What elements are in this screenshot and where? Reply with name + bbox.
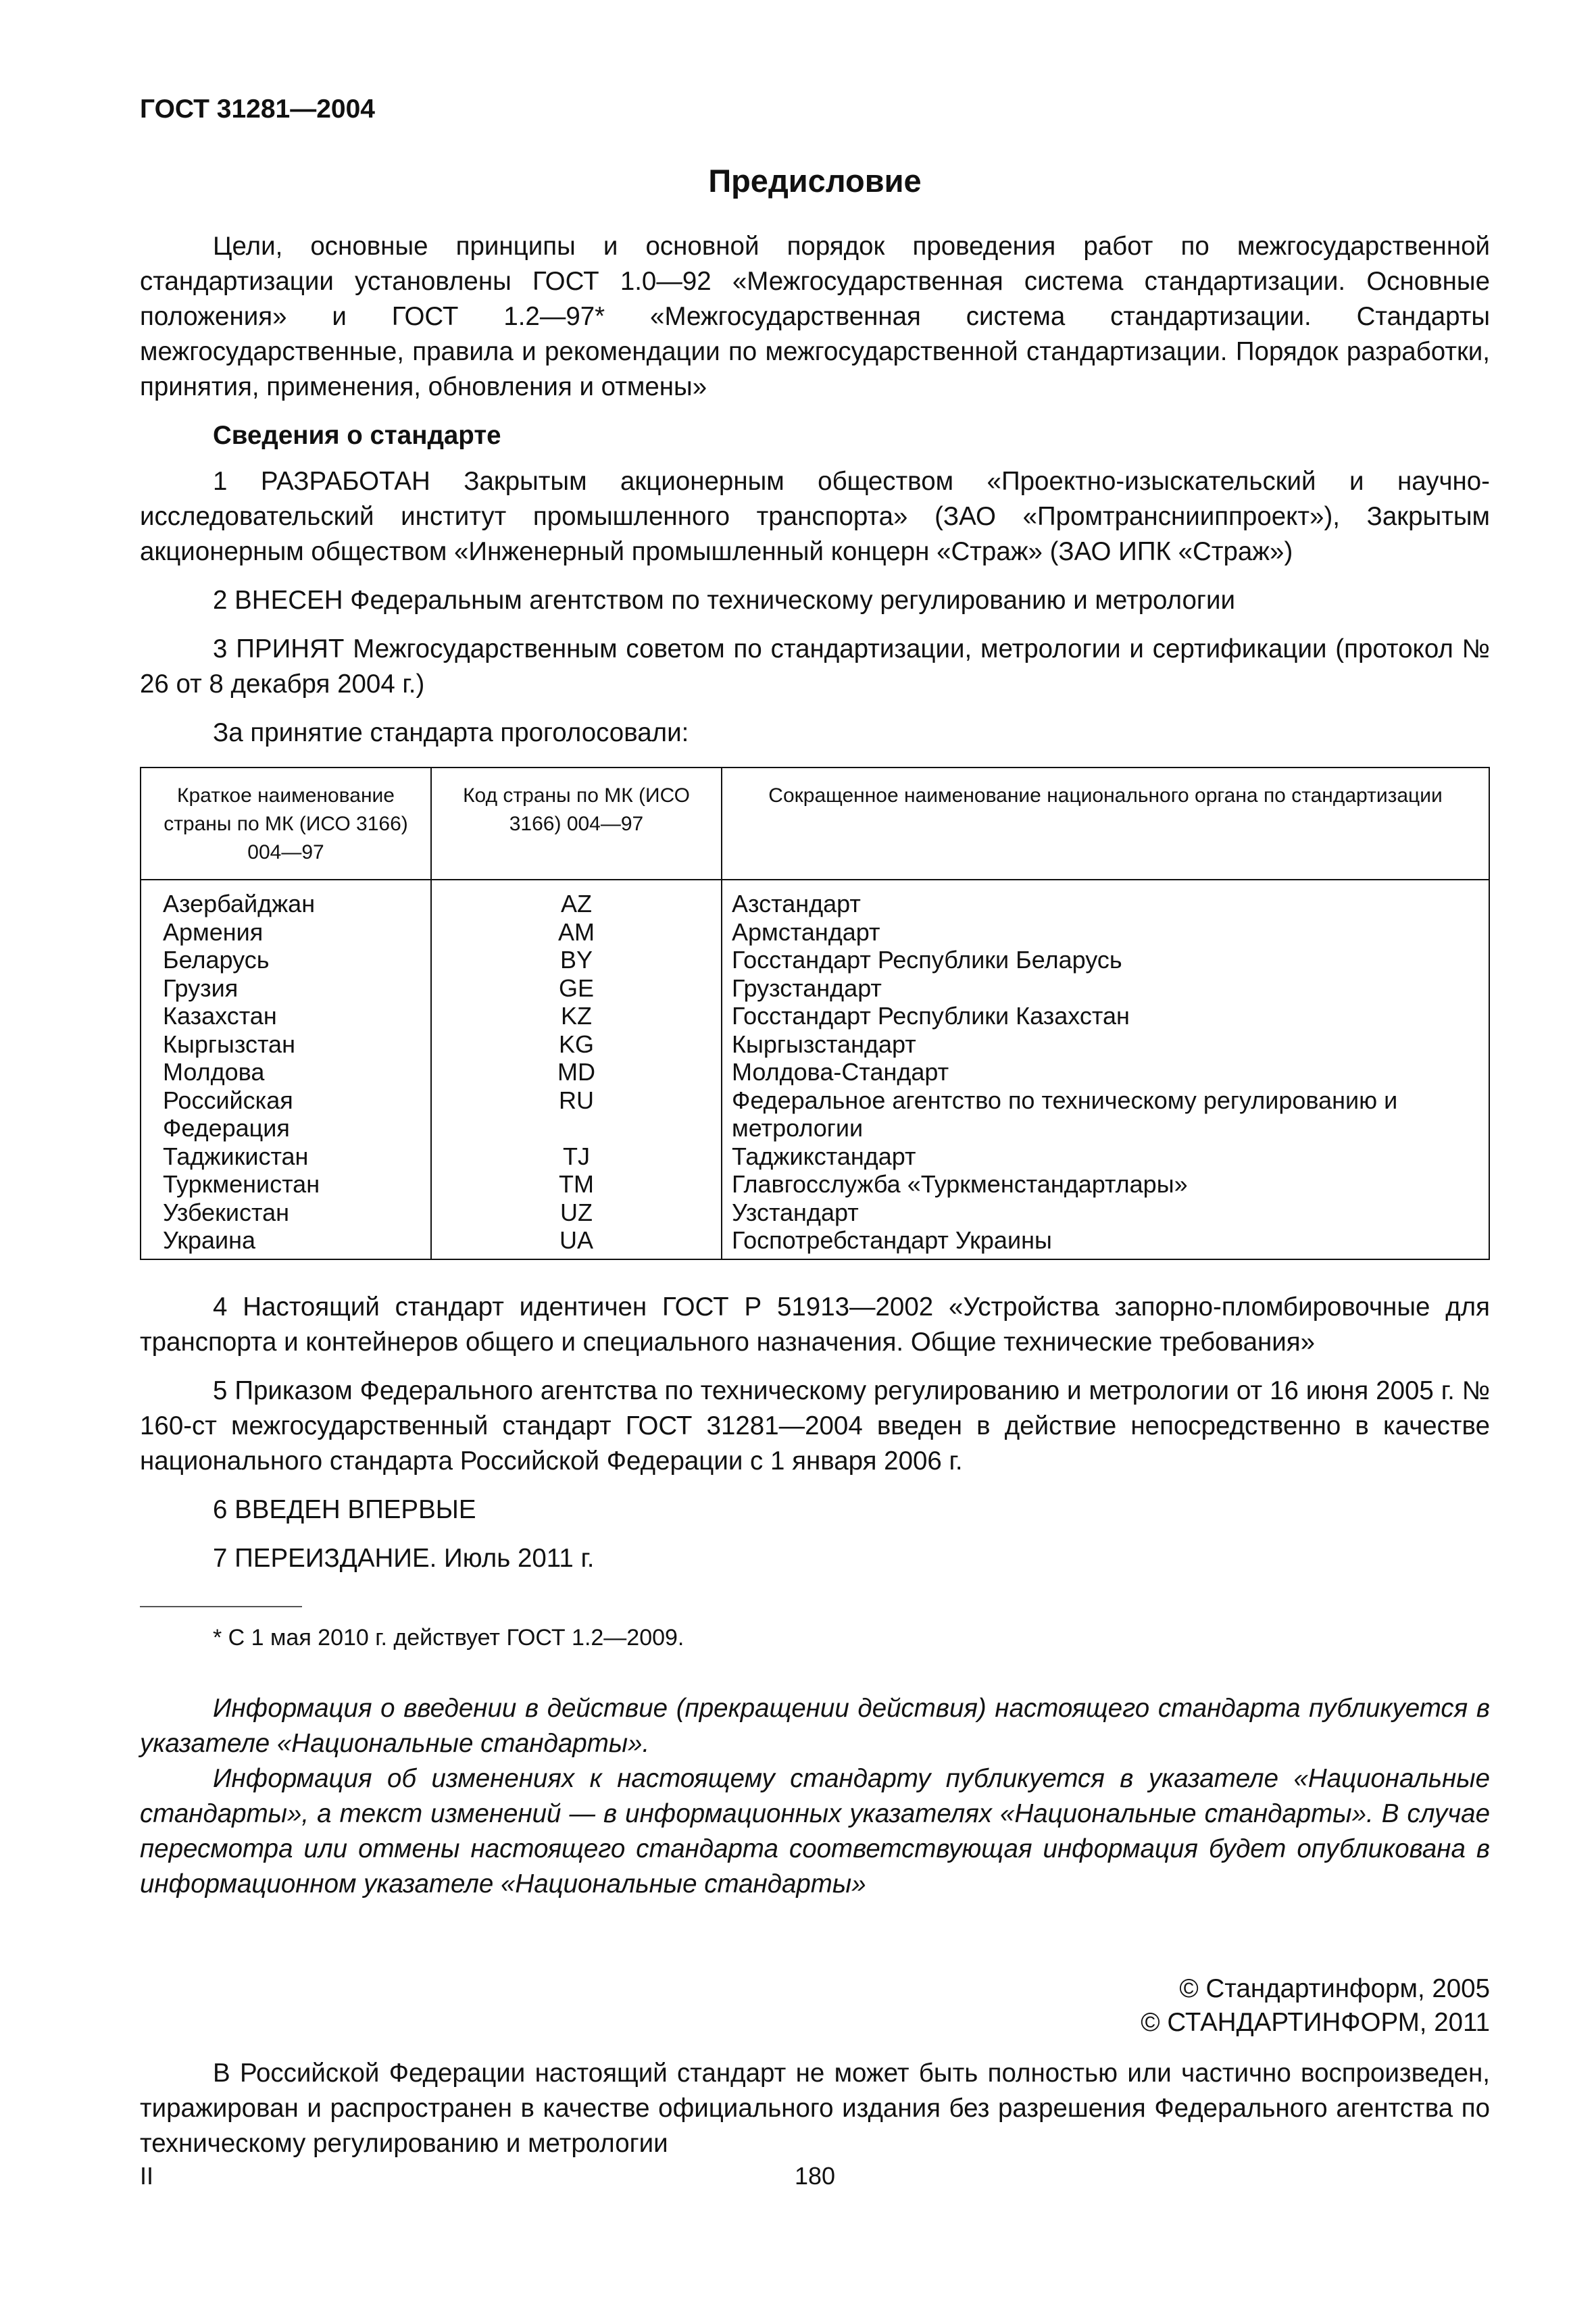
country-cell: Грузия [163, 974, 239, 1002]
page-footer [140, 2162, 1490, 2196]
code-cell: BY [431, 946, 722, 974]
authority-cell: Госстандарт Республики Казахстан [722, 1002, 1489, 1030]
code-cell: AZ [431, 880, 722, 918]
country-cell: Армения [163, 917, 264, 946]
code-cell: UZ [431, 1199, 722, 1227]
reproduction-notice: В Российской Федерации настоящий стандарт не может быть полностью или частично воспроизведен, тиражирован и распространен в качестве официального издания без разрешения Федерального агентства по техническому регулированию и метрологии [140, 2058, 1490, 2158]
code-cell: TM [431, 1170, 722, 1199]
country-cell: Таджикистан [163, 1142, 309, 1170]
header-authority: Сокращенное наименование национального органа по стандартизации [722, 768, 1489, 880]
authority-cell: Кыргызстандарт [722, 1030, 1489, 1059]
table-row [141, 1142, 1489, 1171]
footnote-divider [140, 1606, 302, 1607]
code-cell: TJ [431, 1142, 722, 1171]
table-header-row [141, 768, 1489, 880]
code-cell: KZ [431, 1002, 722, 1030]
roman-page-number: II [140, 2162, 154, 2190]
countries-table [140, 767, 1490, 1260]
code-cell: UA [431, 1226, 722, 1259]
table-row [141, 1058, 1489, 1086]
document-page [140, 95, 1490, 2161]
table-row [141, 918, 1489, 947]
item-1: 1 РАЗРАБОТАН Закрытым акционерным обществом «Проектно-изыскательский и научно-исследовательский институт промышленного транспорта» (ЗАО «Промтранснииппроект»), Закрытым акционерным обществом «Инженерный промышленный концерн «Страж» (ЗАО ИПК «Страж») [140, 467, 1490, 566]
table-row [141, 946, 1489, 974]
code-cell: AM [431, 918, 722, 947]
code-cell: GE [431, 974, 722, 1003]
authority-cell: Азстандарт [722, 880, 1489, 918]
footnote: * С 1 мая 2010 г. действует ГОСТ 1.2—2009. [213, 1624, 684, 1651]
authority-cell: Госстандарт Республики Беларусь [722, 946, 1489, 974]
authority-cell: Федеральное агентство по техническому регулированию и метрологии [722, 1086, 1489, 1142]
authority-cell: Узстандарт [722, 1199, 1489, 1227]
country-cell: Российская Федерация [163, 1086, 293, 1142]
page-title: Предисловие [708, 163, 922, 199]
item-2: 2 ВНЕСЕН Федеральным агентством по техническому регулированию и метрологии [213, 586, 1235, 615]
table-row [141, 1226, 1489, 1259]
item-3: 3 ПРИНЯТ Межгосударственным советом по стандартизации, метрологии и сертификации (протокол № 26 от 8 декабря 2004 г.) [140, 634, 1490, 699]
country-cell: Молдова [163, 1058, 265, 1086]
authority-cell: Армстандарт [722, 918, 1489, 947]
table-row [141, 1199, 1489, 1227]
country-cell: Туркменистан [163, 1170, 320, 1198]
item-4: 4 Настоящий стандарт идентичен ГОСТ Р 51913—2002 «Устройства запорно-пломбировочные для транспорта и контейнеров общего и специального назначения. Общие технические требования» [140, 1292, 1490, 1357]
country-cell: Беларусь [163, 946, 270, 974]
country-cell: Казахстан [163, 1002, 277, 1030]
authority-cell: Госпотребстандарт Украины [722, 1226, 1489, 1259]
copyright-line-1: © Стандартинформ, 2005 [1179, 1973, 1490, 2003]
table-row [141, 1086, 1489, 1142]
voted-label: За принятие стандарта проголосовали: [213, 718, 689, 747]
table-row [141, 1170, 1489, 1199]
code-cell: KG [431, 1030, 722, 1059]
country-cell: Кыргызстан [163, 1030, 295, 1058]
table-row [141, 1030, 1489, 1059]
item-5: 5 Приказом Федерального агентства по техническому регулированию и метрологии от 16 июня 2005 г. № 160-ст межгосударственный стандарт ГОСТ 31281—2004 введен в действие непосредственно в качестве национального стандарта Российской Федерации с 1 января 2006 г. [140, 1376, 1490, 1476]
authority-cell: Главгосслужба «Туркменстандартлары» [722, 1170, 1489, 1199]
country-cell: Азербайджан [163, 890, 316, 917]
authority-cell: Молдова-Стандарт [722, 1058, 1489, 1086]
header-code: Код страны по МК (ИСО 3166) 004—97 [431, 768, 722, 880]
table-row [141, 974, 1489, 1003]
country-cell: Узбекистан [163, 1198, 290, 1226]
table-row [141, 880, 1489, 918]
code-cell: MD [431, 1058, 722, 1086]
item-7: 7 ПЕРЕИЗДАНИЕ. Июль 2011 г. [213, 1543, 595, 1573]
info-paragraph-1: Информация о введении в действие (прекращении действия) настоящего стандарта публикуется в указателе «Национальные стандарты». [140, 1693, 1490, 1758]
code-cell: RU [431, 1086, 722, 1142]
section-subheading: Сведения о стандарте [213, 421, 501, 450]
document-header: ГОСТ 31281—2004 [140, 95, 375, 124]
country-cell: Украина [163, 1226, 256, 1254]
table-row [141, 1002, 1489, 1030]
intro-paragraph: Цели, основные принципы и основной порядок проведения работ по межгосударственной стандартизации установлены ГОСТ 1.0—92 «Межгосударственная система стандартизации. Основные положения» и ГОСТ 1.2—97* «Межгосударственная система стандартизации. Стандарты межгосударственные, правила и рекомендации по межгосударственной стандартизации. Порядок разработки, принятия, применения, обновления и отмены» [140, 232, 1490, 401]
page-number: 180 [794, 2162, 836, 2190]
item-6: 6 ВВЕДЕН ВПЕРВЫЕ [213, 1494, 476, 1524]
authority-cell: Таджикстандарт [722, 1142, 1489, 1171]
info-paragraph-2: Информация об изменениях к настоящему стандарту публикуется в указателе «Национальные стандарты», а текст изменений — в информационных указателях «Национальные стандарты». В случае пересмотра или отмены настоящего стандарта соответствующая информация будет опубликована в информационном указателе «Национальные стандарты» [140, 1763, 1490, 1898]
header-country: Краткое наименование страны по МК (ИСО 3166) 004—97 [141, 768, 431, 880]
authority-cell: Грузстандарт [722, 974, 1489, 1003]
copyright-line-2: © СТАНДАРТИНФОРМ, 2011 [1141, 2007, 1490, 2037]
